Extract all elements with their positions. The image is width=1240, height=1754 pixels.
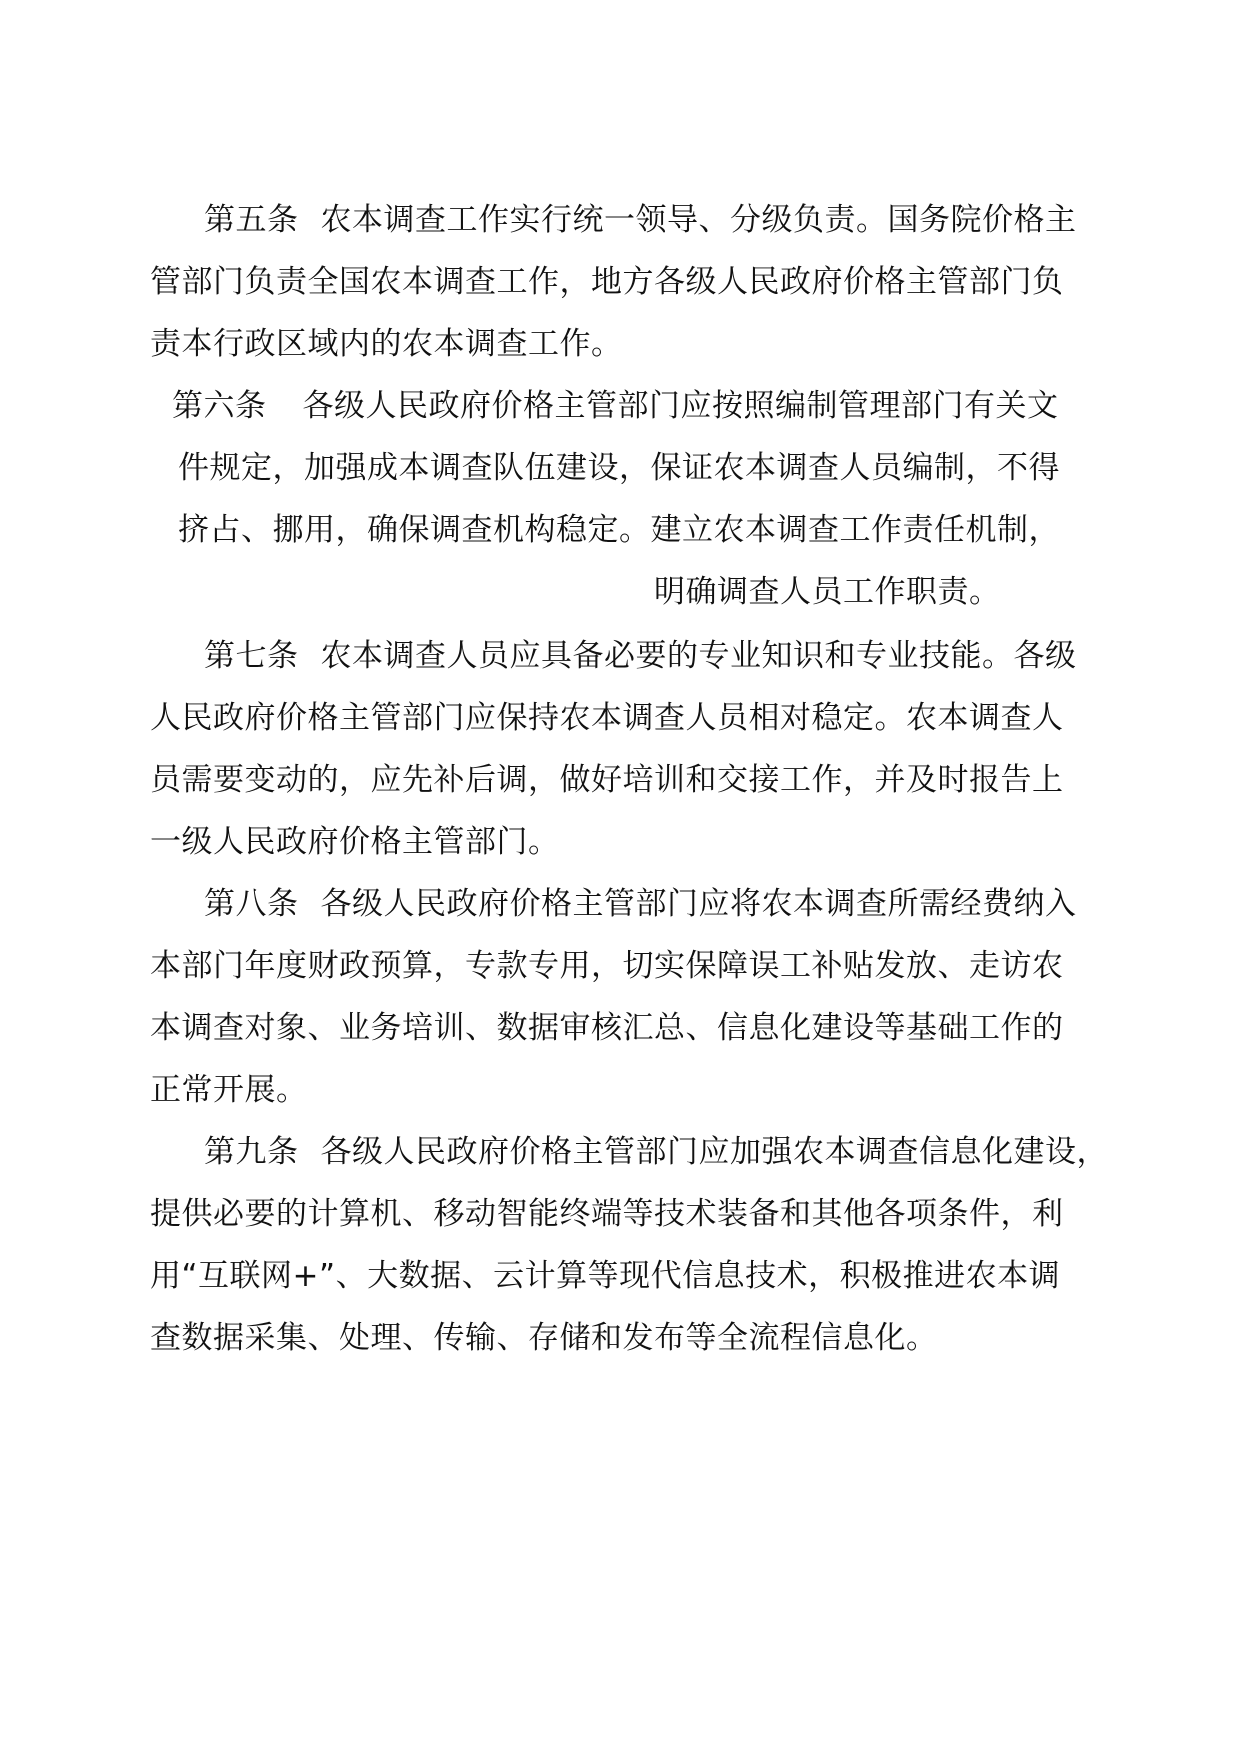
article-5-text-1: 农本调查工作实行统一领导、分级负责。国务院价格主 xyxy=(320,202,1077,238)
article-7-label: 第七条 xyxy=(204,638,299,674)
article-8-line-4: 正常开展。 xyxy=(150,1072,308,1108)
article-9-text-1: 各级人民政府价格主管部门应加强农本调查信息化建设， xyxy=(320,1134,1108,1170)
article-5-line-2: 管部门负责全国农本调查工作，地方各级人民政府价格主管部门负 xyxy=(150,264,1064,300)
article-7-line-3: 员需要变动的，应先补后调，做好培训和交接工作，并及时报告上 xyxy=(150,762,1064,798)
article-6-line-2: 件规定，加强成本调查队伍建设，保证农本调查人员编制，不得 xyxy=(178,450,1060,486)
article-6-line-1 xyxy=(172,384,1059,428)
article-6-line-4: 明确调查人员工作职责。 xyxy=(654,574,1001,610)
article-9-label: 第九条 xyxy=(204,1134,299,1170)
article-7-line-2: 人民政府价格主管部门应保持农本调查人员相对稳定。农本调查人 xyxy=(150,700,1064,736)
article-8-text-1: 各级人民政府价格主管部门应将农本调查所需经费纳入 xyxy=(320,886,1077,922)
article-6-text-1: 各级人民政府价格主管部门应按照编制管理部门有关文 xyxy=(302,388,1059,424)
article-5-label: 第五条 xyxy=(204,202,299,238)
article-6-line-3: 挤占、挪用，确保调查机构稳定。建立农本调查工作责任机制， xyxy=(178,512,1060,548)
article-7-line-4: 一级人民政府价格主管部门。 xyxy=(150,824,560,860)
article-9-line-4: 查数据采集、处理、传输、存储和发布等全流程信息化。 xyxy=(150,1320,938,1356)
article-8-label: 第八条 xyxy=(204,886,299,922)
article-8-line-3: 本调查对象、业务培训、数据审核汇总、信息化建设等基础工作的 xyxy=(150,1010,1064,1046)
article-7-text-1: 农本调查人员应具备必要的专业知识和专业技能。各级 xyxy=(320,638,1077,674)
article-6-label: 第六条 xyxy=(172,388,267,424)
article-5-line-1 xyxy=(204,198,1077,242)
article-9-line-2: 提供必要的计算机、移动智能终端等技术装备和其他各项条件，利 xyxy=(150,1196,1064,1232)
article-9-line-3: 用“互联网+”、大数据、云计算等现代信息技术，积极推进农本调 xyxy=(150,1258,1061,1294)
article-7-line-1 xyxy=(204,634,1077,678)
article-8-line-2: 本部门年度财政预算，专款专用，切实保障误工补贴发放、走访农 xyxy=(150,948,1064,984)
article-5-line-3: 责本行政区域内的农本调查工作。 xyxy=(150,326,623,362)
article-9-line-1 xyxy=(204,1130,1108,1174)
article-8-line-1 xyxy=(204,882,1077,926)
